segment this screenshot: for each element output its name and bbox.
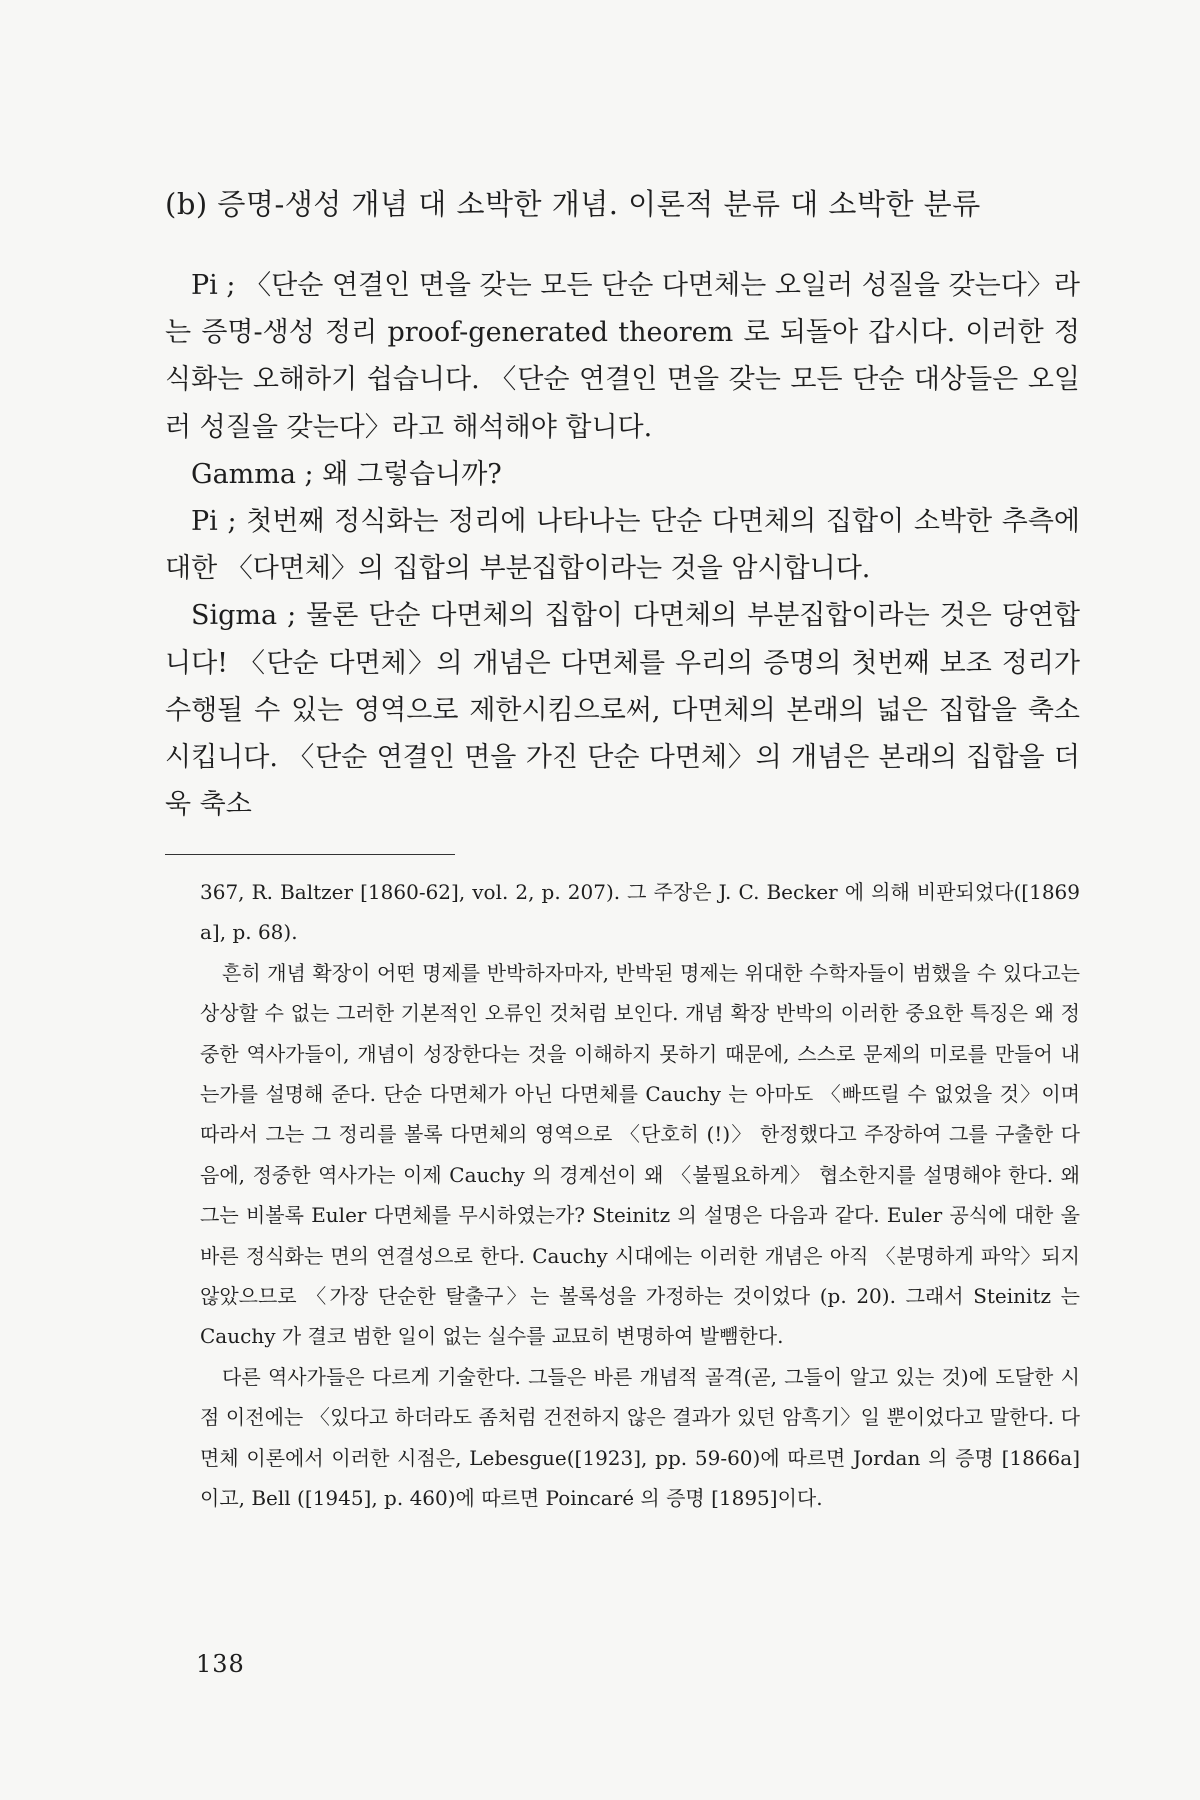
paragraph-pi-1: Pi ; 〈단순 연결인 면을 갖는 모든 단순 다면체는 오일러 성질을 갖는다〉라는 증명-생성 정리 proof-generated theorem 로 되돌아 갑시다. 이러한 정식화는 오해하기 쉽습니다. 〈단순 연결인 면을 갖는 모든 단순 대상들은 오일러 성질을 갖는다〉라고 해석해야 합니다. xyxy=(165,270,1080,443)
paragraph-gamma: Gamma ; 왜 그렇습니까? xyxy=(191,458,502,490)
footnotes xyxy=(200,872,1080,1519)
footnote-paragraph: 흔히 개념 확장이 어떤 명제를 반박하자마자, 반박된 명제는 위대한 수학자들이 범했을 수 있다고는 상상할 수 없는 그러한 기본적인 오류인 것처럼 보인다. 개념 확장 반박의 이러한 중요한 특징은 왜 정중한 역사가들이, 개념이 성장한다는 것을 이해하지 못하기 때문에, 스스로 문제의 미로를 만들어 내는가를 설명해 준다. 단순 다면체가 아닌 다면체를 Cauchy 는 아마도 〈빠뜨릴 수 없었을 것〉이며 따라서 그는 그 정리를 볼록 다면체의 영역으로 〈단호히 (!)〉 한정했다고 주장하여 그를 구출한 다음에, 정중한 역사가는 이제 Cauchy 의 경계선이 왜 〈불필요하게〉 협소한지를 설명해야 한다. 왜 그는 비볼록 Euler 다면체를 무시하였는가? Steinitz 의 설명은 다음과 같다. Euler 공식에 대한 올바른 정식화는 면의 연결성으로 한다. Cauchy 시대에는 이러한 개념은 아직 〈분명하게 파악〉되지 않았으므로 〈가장 단순한 탈출구〉는 볼록성을 가정하는 것이었다 (p. 20). 그래서 Steinitz 는 Cauchy 가 결코 범한 일이 없는 실수를 교묘히 변명하여 발뺌한다. xyxy=(200,960,1080,1349)
section-heading: (b) 증명-생성 개념 대 소박한 개념. 이론적 분류 대 소박한 분류 xyxy=(165,187,981,221)
main-text xyxy=(165,262,1080,828)
footnote-divider xyxy=(165,854,455,855)
paragraph-sigma: Sigma ; 물론 단순 다면체의 집합이 다면체의 부분집합이라는 것은 당연합니다! 〈단순 다면체〉의 개념은 다면체를 우리의 증명의 첫번째 보조 정리가 수행될 수 있는 영역으로 제한시킴으로써, 다면체의 본래의 넓은 집합을 축소시킵니다. 〈단순 연결인 면을 가진 단순 다면체〉의 개념은 본래의 집합을 더욱 축소 xyxy=(165,600,1080,821)
footnote-continuation: 367, R. Baltzer [1860-62], vol. 2, p. 207). 그 주장은 J. C. Becker 에 의해 비판되었다([1869 a], p. 68). xyxy=(200,880,1080,945)
footnote-paragraph: 다른 역사가들은 다르게 기술한다. 그들은 바른 개념적 골격(곧, 그들이 알고 있는 것)에 도달한 시점 이전에는 〈있다고 하더라도 좀처럼 건전하지 않은 결과가 있던 암흑기〉일 뿐이었다고 말한다. 다면체 이론에서 이러한 시점은, Lebesgue([1923], pp. 59-60)에 따르면 Jordan 의 증명 [1866a]이고, Bell ([1945], p. 460)에 따르면 Poincaré 의 증명 [1895]이다. xyxy=(200,1364,1080,1511)
page-number: 138 xyxy=(196,1650,245,1678)
paragraph-pi-2: Pi ; 첫번째 정식화는 정리에 나타나는 단순 다면체의 집합이 소박한 추측에 대한 〈다면체〉의 집합의 부분집합이라는 것을 암시합니다. xyxy=(165,506,1080,585)
